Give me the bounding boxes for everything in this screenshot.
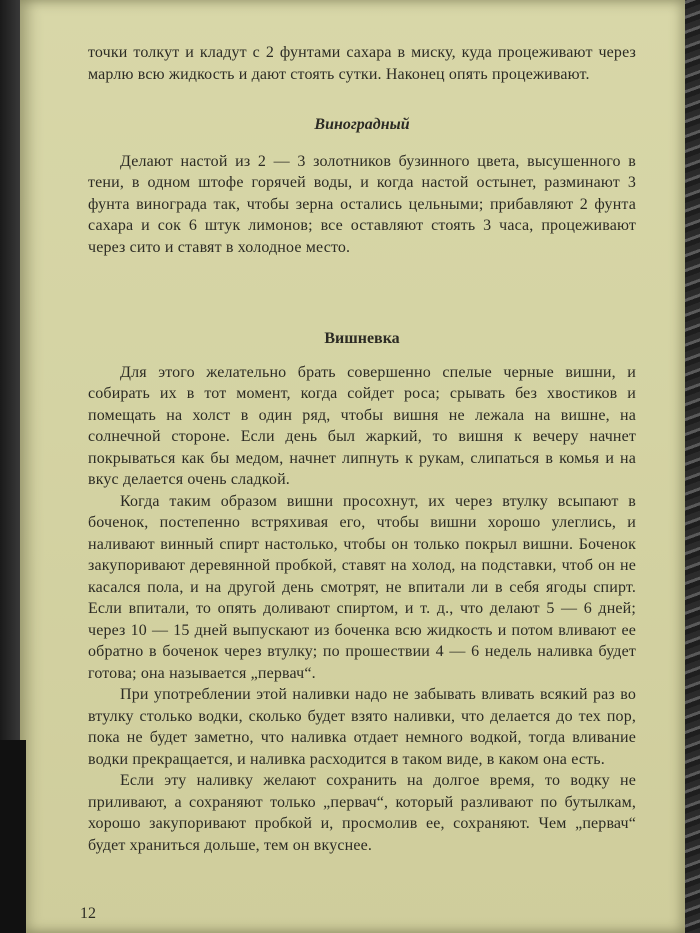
intro-paragraph: точки толкут и кладут с 2 фунтами сахара в миску, куда процеживают через марлю всю жидкость и дают стоять сутки. Наконец опять процеживают.: [88, 44, 636, 83]
paragraph: При употреблении этой наливки надо не забывать вливать всякий раз во втулку столько водки, сколько будет взято наливки, что делается до тех пор, пока не будет заметно, что наливка отдает немного водкой, тогда вливание водки прекращается, и наливка расходится в таком виде, в каком она есть.: [88, 686, 636, 768]
book-page: [20, 0, 685, 933]
section-title-vinogradny: Виноградный: [314, 116, 410, 133]
paragraph: Если эту наливку желают сохранить на долгое время, то водку не приливают, а сохраняют только „первач“, который разливают по бутылкам, хорошо закупоривают пробкой и, просмолив ее, сохраняют. Чем „первач“ будет храниться дольше, тем он вкуснее.: [88, 772, 636, 854]
page-number: 12: [80, 905, 96, 922]
paragraph: Делают настой из 2 — 3 золотников бузинного цвета, высушенного в тени, в одном штофе горячей воды, и когда настой остынет, разминают 3 фунта винограда так, чтобы зерна остались цельными; прибавляют 2 фунта сахара и сок 6 штук лимонов; все оставляют стоять 3 часа, процеживают через сито и ставят в холодное место.: [88, 152, 636, 256]
section-title-vishnevka: Вишневка: [324, 330, 400, 347]
paragraph: Когда таким образом вишни просохнут, их через втулку всыпают в боченок, постепенно встряхивая его, чтобы вишни хорошо улеглись, и наливают винный спирт настолько, чтобы он только покрыл вишни. Боченок закупоривают деревянной пробкой, ставят на холод, на подставки, чтоб он не касался пола, и на другой день смотрят, не впитали ли в себя ягоды спирт. Если впитали, то опять доливают спиртом, и т. д., что делают 5 — 6 дней; через 10 — 15 дней выпускают из боченка всю жидкость и потом вливают ее обратно в боченок через втулку; по прошествии 4 — 6 недель наливка будет готова; она называется „первач“.: [88, 492, 636, 682]
page-content: [88, 42, 636, 856]
book-spine: [0, 740, 26, 933]
paragraph: Для этого желательно брать совершенно спелые черные вишни, и собирать их в тот момент, когда сойдет роса; срывать без хвостиков и помещать на холст в один ряд, чтобы вишня не лежала на вишне, на солнечной стороне. Если день был жаркий, то вишня к вечеру начнет покрываться как бы медом, начнет липнуть к рукам, слипаться в комья и на вкус делается очень сладкой.: [88, 363, 636, 488]
